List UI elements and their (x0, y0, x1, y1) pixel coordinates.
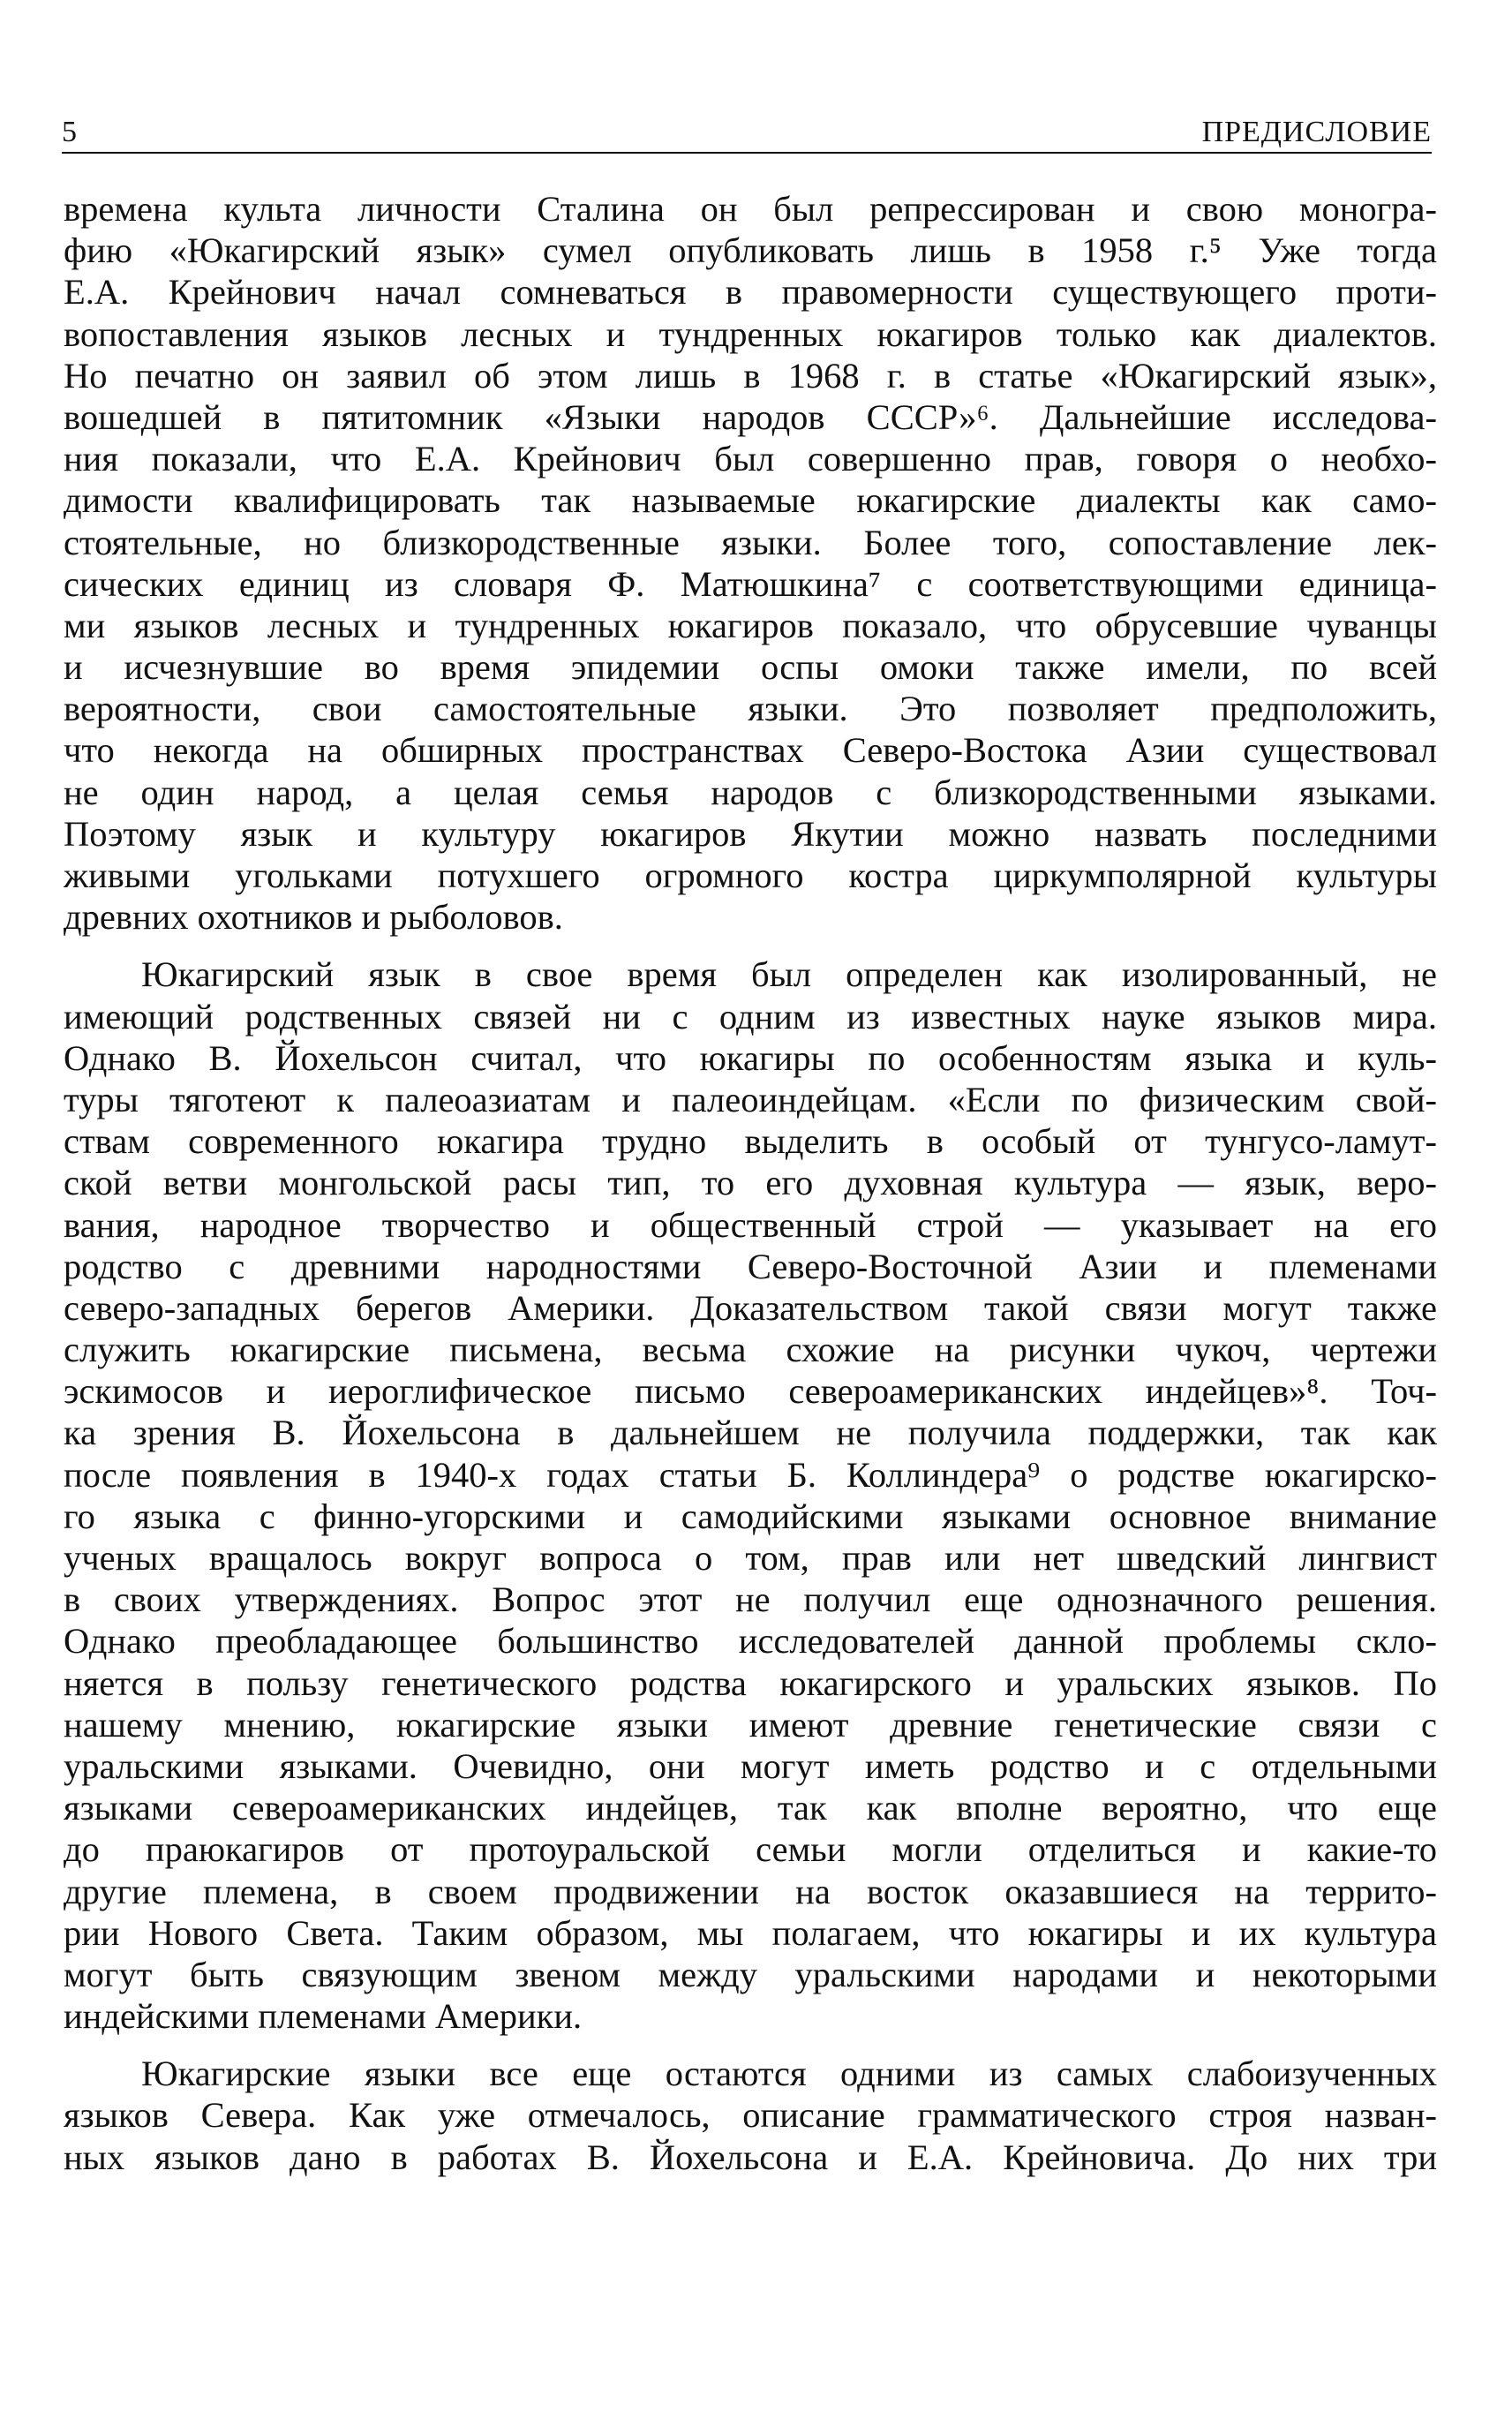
text-line: туры тяготеют к палеоазиатам и палеоиндейцам. «Если по физическим свой- (64, 1079, 1437, 1119)
text-line: не один народ, а целая семья народов с близкородственными языками. (64, 772, 1437, 812)
text-line: после появления в 1940-х годах статьи Б. Коллиндера⁹ о родстве юкагирско- (64, 1454, 1437, 1495)
text-line: димости квалифицировать так называемые юкагирские диалекты как само- (64, 480, 1437, 521)
text-line: служить юкагирские письмена, весьма схожие на рисунки чукоч, чертежи (64, 1330, 1437, 1370)
text-line: другие племена, в своем продвижении на восток оказавшиеся на террито- (64, 1871, 1437, 1911)
text-line: сических единиц из словаря Ф. Матюшкина⁷ с соответствующими единица- (64, 563, 1437, 604)
text-line: имеющий родственных связей ни с одним из известных науке языков мира. (64, 996, 1437, 1036)
text-line: ской ветви монгольской расы тип, то его духовная культура — язык, веро- (64, 1163, 1437, 1203)
paragraph (64, 2053, 1437, 2178)
text-line: ученых вращалось вокруг вопроса о том, прав или нет шведский лингвист (64, 1538, 1437, 1578)
text-line: до праюкагиров от протоуральской семьи могли отделиться и какие-то (64, 1829, 1437, 1870)
text-line: Поэтому язык и культуру юкагиров Якутии можно назвать последними (64, 813, 1437, 854)
text-line: ка зрения В. Йохельсона в дальнейшем не получила поддержки, так как (64, 1413, 1437, 1453)
text-line: северо-западных берегов Америки. Доказательством такой связи могут также (64, 1287, 1437, 1328)
text-line: ния показали, что Е.А. Крейнович был совершенно прав, говоря о необхо- (64, 439, 1437, 479)
text-line: вероятности, свои самостоятельные языки. Это позволяет предположить, (64, 689, 1437, 729)
text-line: няется в пользу генетического родства юкагирского и уральских языков. По (64, 1662, 1437, 1703)
text-line: Однако преобладающее большинство исследователей данной проблемы скло- (64, 1621, 1437, 1662)
text-line: что некогда на обширных пространствах Северо-Востока Азии существовал (64, 730, 1437, 771)
text-line: вошедшей в пятитомник «Языки народов СССР»⁶. Дальнейшие исследова- (64, 396, 1437, 437)
text-line: вания, народное творчество и общественный строй — указывает на его (64, 1204, 1437, 1245)
text-line: эскимосов и иероглифическое письмо североамериканских индейцев»⁸. Точ- (64, 1371, 1437, 1412)
text-line: нашему мнению, юкагирские языки имеют древние генетические связи с (64, 1704, 1437, 1745)
text-line: вопоставления языков лесных и тундренных юкагиров только как диалектов. (64, 313, 1437, 354)
body-text (64, 188, 1437, 2178)
text-line: и исчезнувшие во время эпидемии оспы омоки также имели, по всей (64, 647, 1437, 688)
text-line: Е.А. Крейнович начал сомневаться в правомерности существующего проти- (64, 272, 1437, 313)
text-line: индейскими племенами Америки. (64, 1996, 583, 2037)
text-line: древних охотников и рыболовов. (64, 897, 563, 938)
text-line: стоятельные, но близкородственные языки. Более того, сопоставление лек- (64, 522, 1437, 562)
text-line: Юкагирский язык в свое время был определен как изолированный, не (141, 954, 1437, 995)
text-line: рии Нового Света. Таким образом, мы полагаем, что юкагиры и их культура (64, 1912, 1437, 1953)
text-line: языками североамериканских индейцев, так как вполне вероятно, что еще (64, 1788, 1437, 1828)
text-line: родство с древними народностями Северо-Восточной Азии и племенами (64, 1246, 1437, 1286)
page-number: 5 (62, 116, 77, 148)
text-line: времена культа личности Сталина он был репрессирован и свою моногра- (64, 189, 1437, 229)
running-title: ПРЕДИСЛОВИЕ (1201, 116, 1432, 148)
text-line: уральскими языками. Очевидно, они могут иметь родство и с отдельными (64, 1745, 1437, 1786)
text-line: Однако В. Йохельсон считал, что юкагиры по особенностям языка и куль- (64, 1037, 1437, 1078)
text-line: ствам современного юкагира трудно выделить в особый от тунгусо-ламут- (64, 1121, 1437, 1162)
paragraph (64, 188, 1437, 938)
text-line: в своих утверждениях. Вопрос этот не получил еще однозначного решения. (64, 1579, 1437, 1620)
text-line: Юкагирские языки все еще остаются одними из самых слабоизученных (141, 2054, 1437, 2094)
paragraph (64, 953, 1437, 2037)
text-line: ми языков лесных и тундренных юкагиров показало, что обрусевшие чуванцы (64, 605, 1437, 645)
text-line: могут быть связующим звеном между уральскими народами и некоторыми (64, 1954, 1437, 1994)
text-line: фию «Юкагирский язык» сумел опубликовать лишь в 1958 г.⁵ Уже тогда (64, 230, 1437, 271)
text-line: живыми угольками потухшего огромного костра циркумполярной культуры (64, 855, 1437, 895)
text-line: го языка с финно-угорскими и самодийскими языками основное внимание (64, 1496, 1437, 1536)
text-line: языков Севера. Как уже отмечалось, описание грамматического строя назван- (64, 2095, 1437, 2136)
text-line: ных языков дано в работах В. Йохельсона и Е.А. Крейновича. До них три (64, 2137, 1437, 2177)
text-line: Но печатно он заявил об этом лишь в 1968 г. в статье «Юкагирский язык», (64, 355, 1437, 396)
page-header (62, 108, 1432, 154)
